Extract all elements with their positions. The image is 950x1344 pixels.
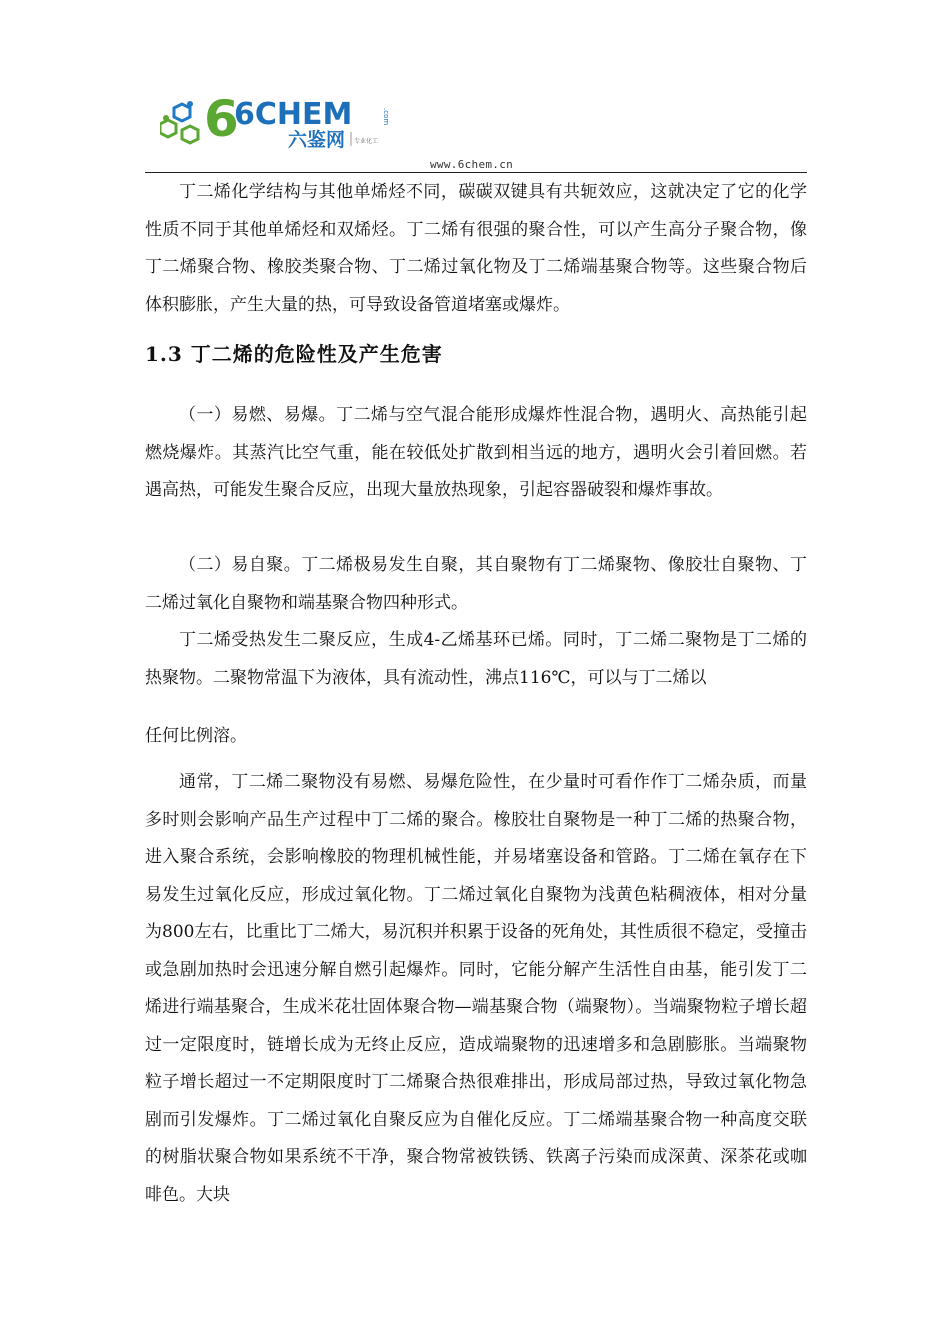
paragraph-4-continued: 任何比例溶。 xyxy=(145,726,247,746)
site-logo[interactable] xyxy=(160,86,390,152)
paragraph-2: （一）易燃、易爆。丁二烯与空气混合能形成爆炸性混合物，遇明火、高热能引起燃烧爆炸。其蒸汽比空气重，能在较低处扩散到相当远的地方，遇明火会引着回燃。若遇高热，可能发生聚合反应，出现大量放热现象，引起容器破裂和爆炸事故。 xyxy=(145,405,807,500)
logo-com: .com xyxy=(382,108,390,126)
logo-tagline: 专业化工 xyxy=(354,138,379,145)
molecule-icon xyxy=(160,101,198,143)
section-heading: 1.3 丁二烯的危险性及产生危害 xyxy=(145,342,443,366)
logo-six: 6 xyxy=(204,90,239,148)
logo-graphic xyxy=(160,86,390,152)
paragraph-3: （二）易自聚。丁二烯极易发生自聚，其自聚物有丁二烯聚物、像胶壮自聚物、丁二烯过氧化自聚物和端基聚合物四种形式。 xyxy=(145,555,807,613)
logo-cn: 六鉴网 xyxy=(288,129,346,151)
paragraph-4: 丁二烯受热发生二聚反应，生成4-乙烯基环已烯。同时，丁二烯二聚物是丁二烯的热聚物。二聚物常温下为液体，具有流动性，沸点116℃，可以与丁二烯以 xyxy=(145,630,807,688)
header-divider xyxy=(145,172,807,173)
paragraph-5: 通常，丁二烯二聚物没有易燃、易爆危险性，在少量时可看作作丁二烯杂质，而量多时则会影响产品生产过程中丁二烯的聚合。橡胶壮自聚物是一种丁二烯的热聚合物，进入聚合系统，会影响橡胶的物理机械性能，并易堵塞设备和管路。丁二烯在氧存在下易发生过氧化反应，形成过氧化物。丁二烯过氧化自聚物为浅黄色粘稠液体，相对分量为800左右，比重比丁二烯大，易沉积并积累于设备的死角处，其性质很不稳定，受撞击或急剧加热时会迅速分解自燃引起爆炸。同时，它能分解产生活性自由基，能引发丁二烯进行端基聚合，生成米花壮固体聚合物—端基聚合物（端聚物）。当端聚物粒子增长超过一定限度时，链增长成为无终止反应，造成端聚物的迅速增多和急剧膨胀。当端聚物粒子增长超过一不定期限度时丁二烯聚合热很难排出，形成局部过热，导致过氧化物急剧而引发爆炸。丁二烯过氧化自聚反应为自催化反应。丁二烯端基聚合物一种高度交联的树脂状聚合物如果系统不干净，聚合物常被铁锈、铁离子污染而成深黄、深茶花或咖啡色。大块 xyxy=(145,772,807,1205)
site-url[interactable]: www.6chem.cn xyxy=(430,158,514,171)
paragraph-1: 丁二烯化学结构与其他单烯烃不同，碳碳双键具有共轭效应，这就决定了它的化学性质不同于其他单烯烃和双烯烃。丁二烯有很强的聚合性，可以产生高分子聚合物，像丁二烯聚合物、橡胶类聚合物、丁二烯过氧化物及丁二烯端基聚合物等。这些聚合物后体积膨胀，产生大量的热，可导致设备管道堵塞或爆炸。 xyxy=(145,182,807,315)
logo-chem: 6CHEM xyxy=(234,97,353,132)
